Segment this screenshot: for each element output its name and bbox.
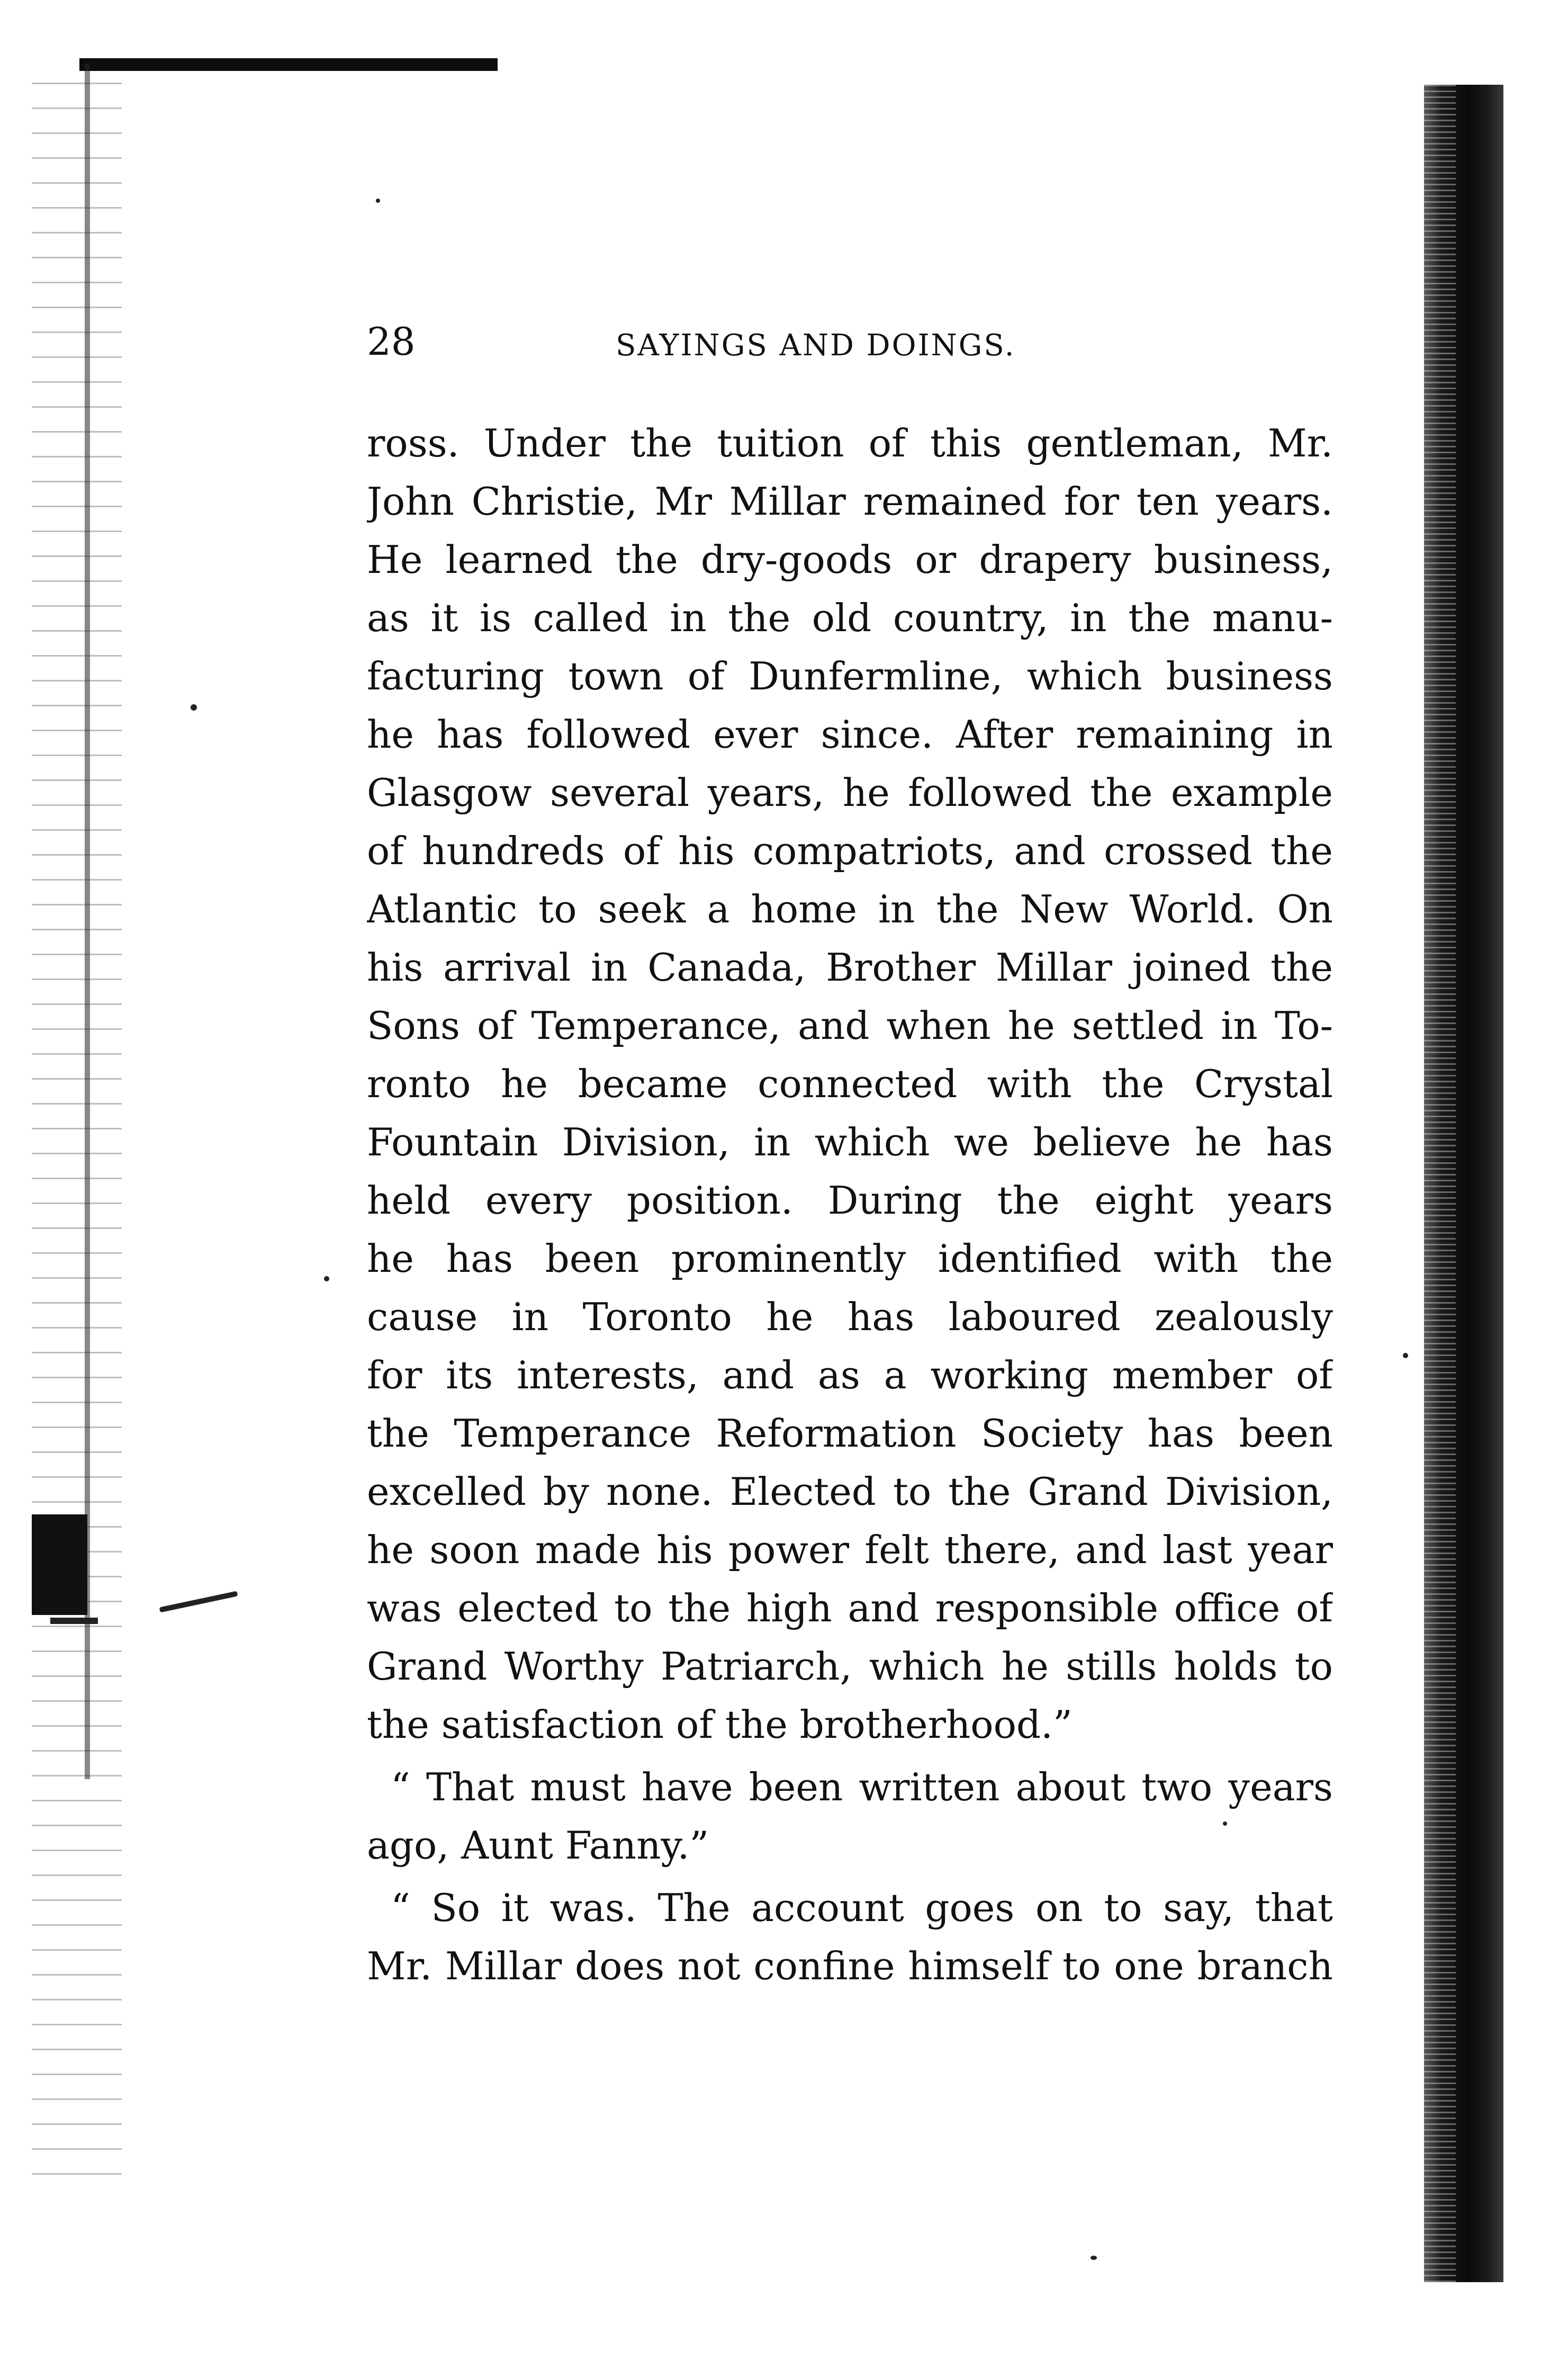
text-line: the Temperance Reformation Society has been bbox=[367, 1411, 1333, 1456]
text-line: he has followed ever since. After remaining in bbox=[367, 712, 1333, 757]
page-header bbox=[367, 318, 1145, 365]
scan-speck bbox=[1091, 2256, 1097, 2260]
scan-speck bbox=[324, 1276, 329, 1281]
scan-speck bbox=[1403, 1353, 1408, 1358]
text-line: ronto he became connected with the Crystal bbox=[367, 1062, 1333, 1106]
text-line: John Christie, Mr Millar remained for ten years. bbox=[367, 479, 1333, 524]
text-line: cause in Toronto he has laboured zealously bbox=[367, 1295, 1333, 1339]
scan-left-gutter bbox=[32, 74, 122, 2187]
text-line: of hundreds of his compatriots, and crossed the bbox=[367, 829, 1333, 873]
paragraph-gap bbox=[367, 1754, 1333, 1758]
text-line: ross. Under the tuition of this gentleman, Mr. bbox=[367, 421, 1333, 465]
scan-speck bbox=[159, 1591, 238, 1613]
scan-top-rule bbox=[79, 58, 498, 71]
text-line: he soon made his power felt there, and last year bbox=[367, 1528, 1333, 1572]
text-line: “ So it was. The account goes on to say, that bbox=[391, 1886, 1333, 1930]
text-line: ago, Aunt Fanny.” bbox=[367, 1823, 709, 1868]
text-line: Grand Worthy Patriarch, which he stills holds to bbox=[367, 1644, 1333, 1689]
scan-speck bbox=[191, 704, 197, 711]
scan-left-tick bbox=[50, 1618, 98, 1624]
text-line: Fountain Division, in which we believe he has bbox=[367, 1120, 1333, 1164]
paragraph-gap bbox=[367, 1874, 1333, 1879]
text-line: He learned the dry-goods or drapery business, bbox=[367, 537, 1333, 582]
text-line: was elected to the high and responsible office of bbox=[367, 1586, 1333, 1630]
paragraph bbox=[367, 1758, 1333, 1874]
scan-left-ink-block bbox=[32, 1514, 87, 1615]
text-line: facturing town of Dunfermline, which business bbox=[367, 654, 1333, 698]
text-line: Sons of Temperance, and when he settled in To- bbox=[367, 1003, 1333, 1048]
page-number: 28 bbox=[367, 319, 416, 364]
text-line: his arrival in Canada, Brother Millar joined the bbox=[367, 945, 1333, 990]
text-line: for its interests, and as a working member of bbox=[367, 1353, 1333, 1397]
scan-speck bbox=[376, 199, 380, 203]
paragraph bbox=[367, 1879, 1333, 1995]
text-line: Mr. Millar does not confine himself to one branch bbox=[367, 1944, 1333, 1988]
running-head: SAYINGS AND DOINGS. bbox=[616, 328, 1016, 363]
text-line: the satisfaction of the brotherhood.” bbox=[367, 1702, 1073, 1747]
text-line: held every position. During the eight years bbox=[367, 1178, 1333, 1223]
text-line: he has been prominently identified with the bbox=[367, 1236, 1333, 1281]
text-line: as it is called in the old country, in the manu- bbox=[367, 596, 1333, 640]
scan-right-binding-shadow bbox=[1424, 85, 1503, 2282]
text-line: “ That must have been written about two years bbox=[391, 1765, 1333, 1809]
text-line: Atlantic to seek a home in the New World. On bbox=[367, 887, 1333, 931]
text-line: Glasgow several years, he followed the example bbox=[367, 770, 1333, 815]
paragraph bbox=[367, 414, 1333, 1754]
body-text bbox=[367, 414, 1333, 1995]
text-line: excelled by none. Elected to the Grand Division, bbox=[367, 1469, 1333, 1514]
